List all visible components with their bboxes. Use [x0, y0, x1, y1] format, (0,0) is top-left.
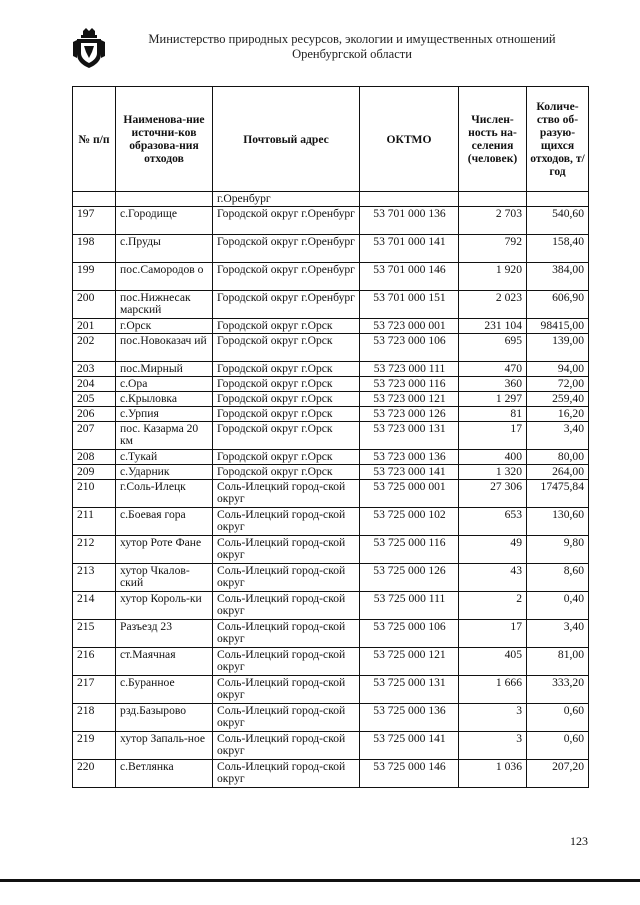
row-oktmo: 53 725 000 131	[360, 676, 459, 704]
row-number: 208	[73, 450, 116, 465]
row-number: 199	[73, 263, 116, 291]
row-population: 653	[459, 508, 527, 536]
row-number: 207	[73, 422, 116, 450]
table-row	[73, 704, 589, 732]
row-address: Городской округ г.Орск	[213, 422, 360, 450]
row-number: 209	[73, 465, 116, 480]
row-source-name: пос.Нижнесак марский	[116, 291, 213, 319]
row-waste-amount: 606,90	[527, 291, 589, 319]
table-row	[73, 648, 589, 676]
row-address: Городской округ г.Орск	[213, 450, 360, 465]
row-oktmo: 53 723 000 141	[360, 465, 459, 480]
table-row	[73, 263, 589, 291]
row-oktmo: 53 723 000 106	[360, 334, 459, 362]
row-population: 17	[459, 422, 527, 450]
table-row	[73, 235, 589, 263]
row-waste-amount: 0,60	[527, 732, 589, 760]
row-waste-amount: 94,00	[527, 362, 589, 377]
row-source-name: с.Буранное	[116, 676, 213, 704]
row-waste-amount: 139,00	[527, 334, 589, 362]
row-address: Соль-Илецкий город-ской округ	[213, 732, 360, 760]
row-source-name: с.Урпия	[116, 407, 213, 422]
row-address: Соль-Илецкий город-ской округ	[213, 480, 360, 508]
row-population: 470	[459, 362, 527, 377]
row-source-name: пос.Самородов о	[116, 263, 213, 291]
coat-of-arms-icon	[72, 28, 106, 70]
row-oktmo: 53 701 000 146	[360, 263, 459, 291]
row-number: 198	[73, 235, 116, 263]
row-number: 197	[73, 207, 116, 235]
waste-sources-table	[72, 86, 589, 788]
row-address: Соль-Илецкий город-ской округ	[213, 676, 360, 704]
row-address: Городской округ г.Оренбург	[213, 263, 360, 291]
row-number: 214	[73, 592, 116, 620]
row-source-name: ст.Маячная	[116, 648, 213, 676]
row-number: 200	[73, 291, 116, 319]
row-number: 220	[73, 760, 116, 788]
row-population: 1 666	[459, 676, 527, 704]
row-oktmo: 53 725 000 001	[360, 480, 459, 508]
row-source-name: с.Городище	[116, 207, 213, 235]
row-waste-amount: 264,00	[527, 465, 589, 480]
row-source-name: хутор Чкалов-ский	[116, 564, 213, 592]
row-population: 400	[459, 450, 527, 465]
row-oktmo: 53 701 000 141	[360, 235, 459, 263]
row-oktmo: 53 725 000 136	[360, 704, 459, 732]
row-number: 211	[73, 508, 116, 536]
row-waste-amount: 333,20	[527, 676, 589, 704]
row-waste-amount: 98415,00	[527, 319, 589, 334]
row-oktmo: 53 725 000 126	[360, 564, 459, 592]
table-header-row	[73, 87, 589, 192]
row-waste-amount: 3,40	[527, 422, 589, 450]
table-row	[73, 465, 589, 480]
row-population: 2 023	[459, 291, 527, 319]
page-number: 123	[570, 834, 588, 848]
row-oktmo: 53 725 000 116	[360, 536, 459, 564]
row-waste-amount: 540,60	[527, 207, 589, 235]
row-population: 3	[459, 732, 527, 760]
row-population: 792	[459, 235, 527, 263]
row-population: 81	[459, 407, 527, 422]
row-oktmo: 53 725 000 102	[360, 508, 459, 536]
row-address: Городской округ г.Оренбург	[213, 291, 360, 319]
row-waste-amount: 3,40	[527, 620, 589, 648]
row-source-name: с.Пруды	[116, 235, 213, 263]
row-address: Городской округ г.Орск	[213, 407, 360, 422]
row-waste-amount: 384,00	[527, 263, 589, 291]
row-population: 17	[459, 620, 527, 648]
row-address: Соль-Илецкий город-ской округ	[213, 592, 360, 620]
table-row	[73, 508, 589, 536]
col-header-address: Почтовый адрес	[213, 87, 360, 192]
row-waste-amount: 130,60	[527, 508, 589, 536]
row-number: 204	[73, 377, 116, 392]
row-source-name: с.Ора	[116, 377, 213, 392]
row-oktmo: 53 725 000 106	[360, 620, 459, 648]
footer-rule	[0, 879, 640, 882]
table-row	[73, 732, 589, 760]
table-row	[73, 291, 589, 319]
row-number: 216	[73, 648, 116, 676]
row-oktmo: 53 701 000 151	[360, 291, 459, 319]
row-oktmo: 53 723 000 116	[360, 377, 459, 392]
row-number: 203	[73, 362, 116, 377]
row-source-name: пос.Мирный	[116, 362, 213, 377]
row-oktmo: 53 701 000 136	[360, 207, 459, 235]
row-population: 27 306	[459, 480, 527, 508]
row-population: 43	[459, 564, 527, 592]
row-source-name: с.Боевая гора	[116, 508, 213, 536]
row-population: 1 920	[459, 263, 527, 291]
row-oktmo: 53 725 000 146	[360, 760, 459, 788]
row-source-name: хутор Запаль-ное	[116, 732, 213, 760]
row-oktmo: 53 723 000 001	[360, 319, 459, 334]
table-row	[73, 207, 589, 235]
table-row	[73, 422, 589, 450]
row-address: Городской округ г.Орск	[213, 319, 360, 334]
table-row	[73, 564, 589, 592]
col-header-waste-amount: Количе-ство об-разую-щихся отходов, т/год	[527, 87, 589, 192]
row-address: Соль-Илецкий город-ской округ	[213, 564, 360, 592]
row-address: Городской округ г.Орск	[213, 392, 360, 407]
row-source-name: пос.Новоказач ий	[116, 334, 213, 362]
row-address: Городской округ г.Орск	[213, 465, 360, 480]
row-source-name: с.Ударник	[116, 465, 213, 480]
row-oktmo: 53 723 000 131	[360, 422, 459, 450]
table-row	[73, 377, 589, 392]
table-row	[73, 480, 589, 508]
row-source-name: хутор Роте Фане	[116, 536, 213, 564]
row-oktmo: 53 723 000 126	[360, 407, 459, 422]
row-oktmo: 53 725 000 121	[360, 648, 459, 676]
table-row	[73, 536, 589, 564]
row-address: Соль-Илецкий город-ской округ	[213, 704, 360, 732]
row-address: Соль-Илецкий город-ской округ	[213, 760, 360, 788]
row-address: Городской округ г.Орск	[213, 334, 360, 362]
row-source-name: с.Крыловка	[116, 392, 213, 407]
col-header-population: Числен-ность на-селения (человек)	[459, 87, 527, 192]
col-header-number: № п/п	[73, 87, 116, 192]
table-row	[73, 760, 589, 788]
row-population: 695	[459, 334, 527, 362]
row-waste-amount: 81,00	[527, 648, 589, 676]
row-number: 217	[73, 676, 116, 704]
row-waste-amount: 80,00	[527, 450, 589, 465]
row-number: 210	[73, 480, 116, 508]
row-source-name: с.Ветлянка	[116, 760, 213, 788]
row-address: Городской округ г.Оренбург	[213, 235, 360, 263]
row-oktmo: 53 723 000 121	[360, 392, 459, 407]
row-number: 215	[73, 620, 116, 648]
row-number: 218	[73, 704, 116, 732]
row-population: 360	[459, 377, 527, 392]
row-population: 1 320	[459, 465, 527, 480]
row-waste-amount: 158,40	[527, 235, 589, 263]
row-oktmo: 53 723 000 111	[360, 362, 459, 377]
row-address: Соль-Илецкий город-ской округ	[213, 536, 360, 564]
row-number: 212	[73, 536, 116, 564]
row-source-name: с.Тукай	[116, 450, 213, 465]
row-source-name: рзд.Базырово	[116, 704, 213, 732]
row-population: 2	[459, 592, 527, 620]
row-waste-amount: 0,60	[527, 704, 589, 732]
table-row	[73, 392, 589, 407]
row-population: 1 036	[459, 760, 527, 788]
continued-address: г.Оренбург	[213, 192, 360, 207]
row-oktmo: 53 723 000 136	[360, 450, 459, 465]
row-waste-amount: 259,40	[527, 392, 589, 407]
row-source-name: г.Орск	[116, 319, 213, 334]
table-row	[73, 319, 589, 334]
row-source-name: г.Соль-Илецк	[116, 480, 213, 508]
row-waste-amount: 16,20	[527, 407, 589, 422]
row-address: Городской округ г.Оренбург	[213, 207, 360, 235]
row-source-name: Разъезд 23	[116, 620, 213, 648]
table-row	[73, 407, 589, 422]
row-number: 219	[73, 732, 116, 760]
table-row	[73, 362, 589, 377]
ministry-name: Министерство природных ресурсов, экологии и имущественных отношений	[148, 32, 556, 46]
row-number: 201	[73, 319, 116, 334]
row-population: 3	[459, 704, 527, 732]
row-waste-amount: 9,80	[527, 536, 589, 564]
col-header-oktmo: ОКТМО	[360, 87, 459, 192]
row-address: Соль-Илецкий город-ской округ	[213, 648, 360, 676]
table-row	[73, 450, 589, 465]
row-waste-amount: 8,60	[527, 564, 589, 592]
row-address: Городской округ г.Орск	[213, 362, 360, 377]
row-population: 2 703	[459, 207, 527, 235]
table-row	[73, 676, 589, 704]
row-number: 205	[73, 392, 116, 407]
row-address: Соль-Илецкий город-ской округ	[213, 508, 360, 536]
row-address: Городской округ г.Орск	[213, 377, 360, 392]
row-population: 405	[459, 648, 527, 676]
row-waste-amount: 207,20	[527, 760, 589, 788]
row-address: Соль-Илецкий город-ской округ	[213, 620, 360, 648]
document-header	[112, 32, 592, 62]
table-row	[73, 592, 589, 620]
row-oktmo: 53 725 000 141	[360, 732, 459, 760]
row-source-name: пос. Казарма 20 км	[116, 422, 213, 450]
region-name: Оренбургской области	[292, 47, 412, 61]
table-row	[73, 620, 589, 648]
col-header-source-name: Наименова-ние источни-ков образова-ния отходов	[116, 87, 213, 192]
row-waste-amount: 72,00	[527, 377, 589, 392]
row-number: 206	[73, 407, 116, 422]
continued-row	[73, 192, 589, 207]
row-oktmo: 53 725 000 111	[360, 592, 459, 620]
row-population: 1 297	[459, 392, 527, 407]
row-waste-amount: 17475,84	[527, 480, 589, 508]
row-number: 213	[73, 564, 116, 592]
row-population: 49	[459, 536, 527, 564]
row-waste-amount: 0,40	[527, 592, 589, 620]
row-number: 202	[73, 334, 116, 362]
row-population: 231 104	[459, 319, 527, 334]
table-row	[73, 334, 589, 362]
row-source-name: хутор Король-ки	[116, 592, 213, 620]
